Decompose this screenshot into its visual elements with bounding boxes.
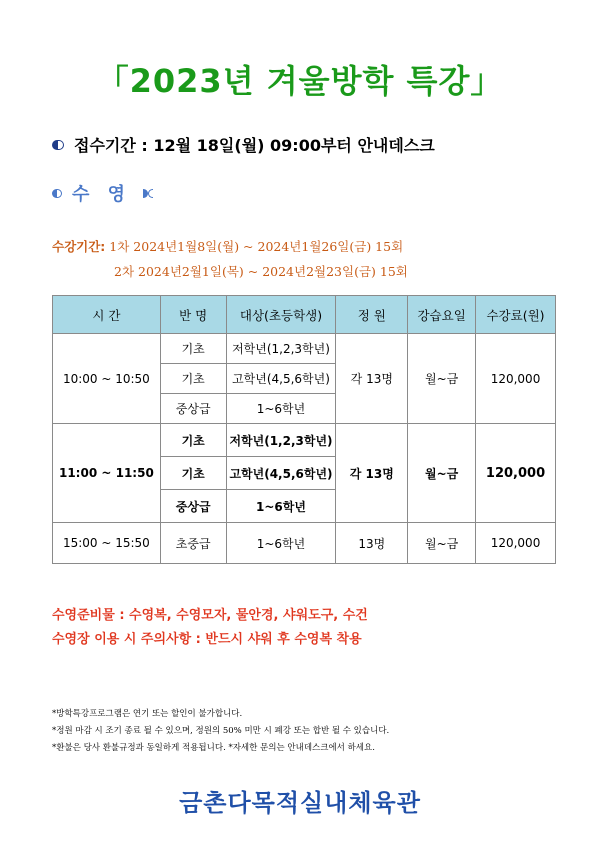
days-cell: 월~금 xyxy=(408,523,476,564)
period-row-1: 1차 2024년1월8일(월) ~ 2024년1월26일(금) 15회 xyxy=(109,239,404,254)
note-item: *정원 마감 시 조기 종료 될 수 있으며, 정원의 50% 미만 시 폐강 또는 합반 될 수 있습니다. xyxy=(52,726,390,736)
fee-cell: 120,000 xyxy=(476,334,556,424)
class-cell: 초중급 xyxy=(160,523,226,564)
notes xyxy=(52,706,389,757)
target-cell: 저학년(1,2,3학년) xyxy=(226,334,336,364)
registration-line xyxy=(52,133,435,156)
header-capacity: 정 원 xyxy=(336,296,408,334)
caution-text: 수영장 이용 시 주의사항 : 반드시 샤워 후 수영복 착용 xyxy=(52,632,362,647)
capacity-cell: 13명 xyxy=(336,523,408,564)
target-cell: 1~6학년 xyxy=(226,490,336,523)
class-cell: 기초 xyxy=(160,334,226,364)
half-circle-bullet-icon xyxy=(52,189,62,198)
class-cell: 기초 xyxy=(160,364,226,394)
target-cell: 저학년(1,2,3학년) xyxy=(226,424,336,457)
fee-cell: 120,000 xyxy=(476,424,556,523)
days-cell: 월~금 xyxy=(408,334,476,424)
time-cell: 10:00 ~ 10:50 xyxy=(53,334,161,424)
target-cell: 고학년(4,5,6학년) xyxy=(226,457,336,490)
page-title: 「2023년 겨울방학 특강」 xyxy=(96,62,504,100)
note-item: *방학특강프로그램은 연기 또는 할인이 불가합니다. xyxy=(52,709,243,719)
class-cell: 중상급 xyxy=(160,490,226,523)
table-row xyxy=(53,424,556,457)
registration-text: 접수기간 : 12월 18일(월) 09:00부터 안내데스크 xyxy=(74,136,435,155)
target-cell: 고학년(4,5,6학년) xyxy=(226,364,336,394)
section-heading xyxy=(52,180,163,206)
days-cell: 월~금 xyxy=(408,424,476,523)
target-cell: 1~6학년 xyxy=(226,523,336,564)
section-name: 수 영 xyxy=(72,184,132,205)
class-cell: 기초 xyxy=(160,457,226,490)
header-fee: 수강료(원) xyxy=(476,296,556,334)
target-cell: 1~6학년 xyxy=(226,394,336,424)
header-time: 시 간 xyxy=(53,296,161,334)
schedule-table xyxy=(52,295,556,564)
preparation-text: 수영준비물 : 수영복, 수영모자, 물안경, 샤워도구, 수건 xyxy=(52,608,368,623)
half-circle-bullet-icon xyxy=(52,140,64,150)
table-row xyxy=(53,334,556,364)
table-row xyxy=(53,523,556,564)
facility-name: 금촌다목적실내체육관 xyxy=(179,789,421,817)
time-cell: 11:00 ~ 11:50 xyxy=(53,424,161,523)
fee-cell: 120,000 xyxy=(476,523,556,564)
course-period xyxy=(52,234,408,284)
table-header-row xyxy=(53,296,556,334)
capacity-cell: 각 13명 xyxy=(336,334,408,424)
header-days: 강습요일 xyxy=(408,296,476,334)
class-cell: 중상급 xyxy=(160,394,226,424)
period-label: 수강기간: xyxy=(52,239,106,254)
period-row-2: 2차 2024년2월1일(목) ~ 2024년2월23일(금) 15회 xyxy=(114,264,408,279)
time-cell: 15:00 ~ 15:50 xyxy=(53,523,161,564)
class-cell: 기초 xyxy=(160,424,226,457)
half-circle-bullet-icon xyxy=(143,189,153,198)
header-target: 대상(초등학생) xyxy=(226,296,336,334)
capacity-cell: 각 13명 xyxy=(336,424,408,523)
header-class: 반 명 xyxy=(160,296,226,334)
note-item: *환불은 당사 환불규정과 동일하게 적용됩니다. *자세한 문의는 안내데스크에서 하세요. xyxy=(52,743,375,753)
